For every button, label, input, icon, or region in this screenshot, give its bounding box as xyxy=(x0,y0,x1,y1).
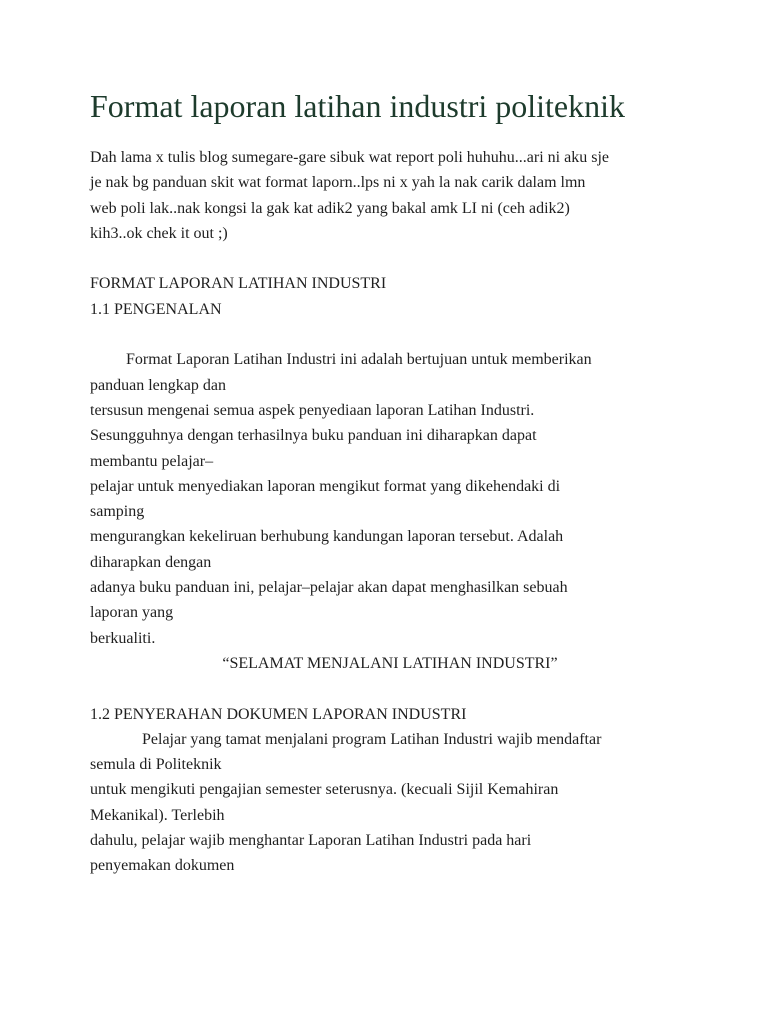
section-1-2-line: untuk mengikuti pengajian semester seterusnya. (kecuali Sijil Kemahiran xyxy=(90,781,559,799)
section-1-1-line: pelajar untuk menyediakan laporan mengikut format yang dikehendaki di xyxy=(90,477,561,495)
section-1-2-line: dahulu, pelajar wajib menghantar Laporan Latihan Industri pada hari xyxy=(90,832,532,850)
section-1-1-line: Sesungguhnya dengan terhasilnya buku panduan ini diharapkan dapat xyxy=(90,427,537,445)
section-1-1-line: tersusun mengenai semua aspek penyediaan laporan Latihan Industri. xyxy=(90,401,535,419)
document-body xyxy=(90,145,690,879)
section-1-1-line: diharapkan dengan xyxy=(90,553,212,571)
section-1-2-line: Pelajar yang tamat menjalani program Latihan Industri wajib mendaftar xyxy=(142,730,602,748)
section-heading-1-1: 1.1 PENGENALAN xyxy=(90,300,222,318)
motto-line: “SELAMAT MENJALANI LATIHAN INDUSTRI” xyxy=(222,654,558,672)
main-heading: FORMAT LAPORAN LATIHAN INDUSTRI xyxy=(90,275,387,293)
section-1-1-line: samping xyxy=(90,503,145,521)
section-1-2-line: semula di Politeknik xyxy=(90,756,222,774)
section-1-2-line: Mekanikal). Terlebih xyxy=(90,806,225,824)
intro-line: Dah lama x tulis blog sumegare-gare sibuk wat report poli huhuhu...ari ni aku sje xyxy=(90,149,609,166)
spacer xyxy=(90,676,690,701)
spacer xyxy=(90,322,690,347)
intro-line: kih3..ok chek it out ;) xyxy=(90,224,228,242)
section-1-1-line: mengurangkan kekeliruan berhubung kandungan laporan tersebut. Adalah xyxy=(90,528,564,546)
page-title: Format laporan latihan industri politeknik xyxy=(90,88,626,124)
section-1-1-line: berkualiti. xyxy=(90,629,156,647)
section-1-1-line: panduan lengkap dan xyxy=(90,376,226,394)
spacer xyxy=(90,246,690,271)
section-1-1-line: adanya buku panduan ini, pelajar–pelajar akan dapat menghasilkan sebuah xyxy=(90,579,568,597)
section-1-2-line: penyemakan dokumen xyxy=(90,857,235,875)
section-1-1-line: laporan yang xyxy=(90,604,174,622)
section-heading-1-2: 1.2 PENYERAHAN DOKUMEN LAPORAN INDUSTRI xyxy=(90,705,467,723)
intro-line: je nak bg panduan skit wat format laporn..lps ni x yah la nak carik dalam lmn xyxy=(90,174,586,192)
section-1-1-line: membantu pelajar– xyxy=(90,452,214,470)
intro-line: web poli lak..nak kongsi la gak kat adik2 yang bakal amk LI ni (ceh adik2) xyxy=(90,199,570,217)
section-1-1-line: Format Laporan Latihan Industri ini adalah bertujuan untuk memberikan xyxy=(126,351,592,369)
